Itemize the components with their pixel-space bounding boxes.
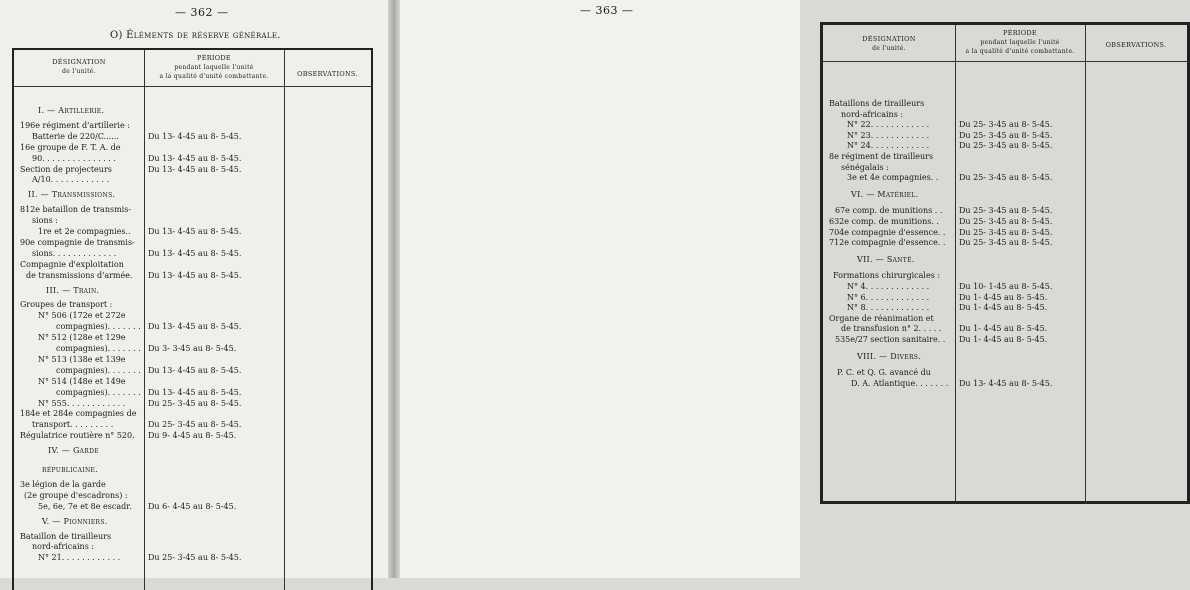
period-cell: Du 25- 3-45 au 8- 5-45. (959, 173, 1053, 183)
unit-line: 704e compagnie d'essence. . (829, 227, 946, 237)
unit-line: sions : (32, 216, 58, 226)
period-cell: Du 25- 3-45 au 8- 5-45. (148, 420, 242, 430)
unit-line: de transmissions d'armée. (26, 270, 133, 280)
period-cell: Du 25- 3-45 au 8- 5-45. (959, 217, 1053, 226)
unit-line: Organe de réanimation et (829, 313, 934, 323)
unit-line: 196e régiment d'artillerie : (20, 120, 130, 130)
unit-line: 535e/27 section sanitaire. . (835, 335, 946, 344)
period-cell: Du 13- 4-45 au 8- 5-45. (148, 365, 242, 375)
unit-line: transport. . . . . . . . . (32, 420, 114, 430)
unit-line: 184e et 284e compagnies de (20, 409, 137, 419)
unit-line: Batterie de 220/C...... (32, 131, 119, 141)
unit-line: Section de projecteurs (20, 164, 112, 174)
section-title: O) Éléments de réserve générale. (110, 30, 281, 41)
unit-line: N° 21. . . . . . . . . . . . (38, 553, 121, 563)
unit-line: 90. . . . . . . . . . . . . . . (32, 153, 116, 163)
period-cell: Du 6- 4-45 au 8- 5-45. (148, 501, 237, 511)
category-heading: VII. — Santé. (857, 254, 915, 264)
unit-line: Formations chirurgicales : (833, 271, 941, 281)
unit-line: Bataillons de tirailleurs (829, 99, 925, 108)
unit-line: (2e groupe d'escadrons) : (24, 490, 128, 500)
unit-line: 3e et 4e compagnies. . (847, 173, 939, 183)
page-number: — 363 — (580, 4, 634, 17)
unit-line: P. C. et Q. G. avancé du (837, 368, 931, 378)
period-cell: Du 25- 3-45 au 8- 5-45. (959, 238, 1053, 248)
period-cell: Du 25- 3-45 au 8- 5-45. (959, 141, 1053, 151)
period-cell: Du 25- 3-45 au 8- 5-45. (959, 227, 1053, 237)
unit-line: 90e compagnie de transmis- (20, 237, 135, 247)
category-heading: VIII. — Divers. (857, 351, 922, 361)
period-cell: Du 13- 4-45 au 8- 5-45. (148, 270, 242, 280)
page-number: — 362 — (175, 6, 229, 19)
period-cell: Du 25- 3-45 au 8- 5-45. (148, 398, 242, 408)
period-cell: Du 25- 3-45 au 8- 5-45. (959, 120, 1053, 130)
unit-line: N° 22. . . . . . . . . . . . (847, 120, 930, 130)
category-heading: II. — Transmissions. (28, 190, 116, 200)
unit-line: nord-africains : (841, 109, 904, 119)
unit-line: compagnies). . . . . . . (56, 344, 141, 353)
period-cell: Du 13- 4-45 au 8- 5-45. (148, 387, 242, 397)
unit-line: N° 8. . . . . . . . . . . . . (847, 303, 930, 313)
unit-line: Compagnie d'exploitation (20, 259, 124, 269)
header-observations: OBSERVATIONS. (1105, 41, 1167, 49)
unit-line: N° 513 (138e et 139e (38, 354, 126, 364)
category-heading: V. — Pionniers. (42, 516, 108, 526)
header-periode: PÉRIODE pendant laquelle l'unité a la qualité d'unité combattante. (965, 29, 1075, 55)
period-cell: Du 13- 4-45 au 8- 5-45. (148, 227, 242, 236)
unit-line: 5e, 6e, 7e et 8e escadr. (38, 501, 132, 511)
unit-line: N° 24. . . . . . . . . . . . (847, 141, 930, 151)
period-cell: Du 13- 4-45 au 8- 5-45. (148, 322, 242, 332)
unit-line: N° 6. . . . . . . . . . . . . (847, 292, 930, 302)
unit-line: compagnies). . . . . . . (56, 322, 141, 332)
header-observations: OBSERVATIONS. (297, 70, 358, 78)
unit-line: nord-africains : (32, 542, 95, 552)
period-cell: Du 13- 4-45 au 8- 5-45. (148, 153, 242, 163)
right-page (400, 0, 1167, 578)
left-table (12, 48, 373, 590)
period-cell: Du 9- 4-45 au 8- 5-45. (148, 431, 237, 441)
header-periode: PÉRIODE pendant laquelle l'unité a la qualité d'unité combattante. (159, 54, 269, 80)
period-cell: Du 13- 4-45 au 8- 5-45. (148, 248, 242, 258)
unit-line: Groupes de transport : (20, 300, 113, 310)
period-cell: Du 25- 3-45 au 8- 5-45. (148, 553, 242, 563)
unit-line: 712e compagnie d'essence. . (829, 238, 946, 248)
period-cell: Du 1- 4-45 au 8- 5-45. (959, 303, 1048, 313)
unit-line: N° 506 (172e et 272e (38, 311, 126, 321)
right-table (820, 22, 1190, 504)
unit-line: N° 555. . . . . . . . . . . . (38, 398, 126, 408)
period-cell: Du 1- 4-45 au 8- 5-45. (959, 324, 1048, 334)
unit-line: de transfusion n° 2. . . . . (841, 324, 942, 334)
unit-line: N° 4. . . . . . . . . . . . . (847, 282, 930, 291)
unit-line: 632e comp. de munitions. . (829, 217, 939, 226)
unit-line: 3e légion de la garde (20, 479, 106, 489)
period-cell: Du 25- 3-45 au 8- 5-45. (959, 130, 1053, 140)
unit-line: Régulatrice routière n° 520. (20, 431, 135, 441)
unit-line: sions. . . . . . . . . . . . . (32, 248, 117, 258)
unit-line: 1re et 2e compagnies.. (38, 227, 131, 236)
left-page (0, 0, 393, 578)
unit-line: D. A. Atlantique. . . . . . . (851, 378, 949, 388)
unit-line: compagnies). . . . . . . (56, 365, 141, 375)
period-cell: Du 3- 3-45 au 8- 5-45. (148, 344, 237, 353)
header-designation: DÉSIGNATION de l'unité. (862, 35, 916, 52)
unit-line: 8e régiment de tirailleurs (829, 152, 934, 161)
category-heading: I. — Artillerie. (38, 106, 105, 115)
period-cell: Du 10- 1-45 au 8- 5-45. (959, 282, 1053, 291)
unit-line: N° 512 (128e et 129e (38, 333, 126, 343)
category-heading: républicaine. (42, 465, 99, 474)
period-cell: Du 1- 4-45 au 8- 5-45. (959, 335, 1048, 344)
period-cell: Du 13- 4-45 au 8- 5-45. (148, 164, 242, 174)
category-heading: IV. — Garde (48, 446, 99, 456)
unit-line: sénégalais : (841, 162, 889, 172)
unit-line: A/10. . . . . . . . . . . . (32, 175, 110, 185)
period-cell: Du 25- 3-45 au 8- 5-45. (959, 206, 1053, 216)
unit-line: Bataillon de tirailleurs (20, 531, 112, 541)
category-heading: III. — Train. (46, 285, 100, 295)
period-cell: Du 13- 4-45 au 8- 5-45. (959, 378, 1053, 388)
unit-line: N° 514 (148e et 149e (38, 376, 126, 386)
header-designation: DÉSIGNATION de l'unité. (52, 58, 106, 75)
unit-line: compagnies). . . . . . . (56, 387, 141, 397)
unit-line: 67e comp. de munitions . . (835, 206, 943, 216)
unit-line: 16e groupe de F. T. A. de (20, 142, 121, 152)
unit-line: 812e bataillon de transmis- (20, 205, 132, 215)
category-heading: VI. — Matériel. (851, 189, 919, 199)
period-cell: Du 1- 4-45 au 8- 5-45. (959, 292, 1048, 302)
unit-line: N° 23. . . . . . . . . . . . (847, 130, 930, 140)
period-cell: Du 13- 4-45 au 8- 5-45. (148, 131, 242, 141)
